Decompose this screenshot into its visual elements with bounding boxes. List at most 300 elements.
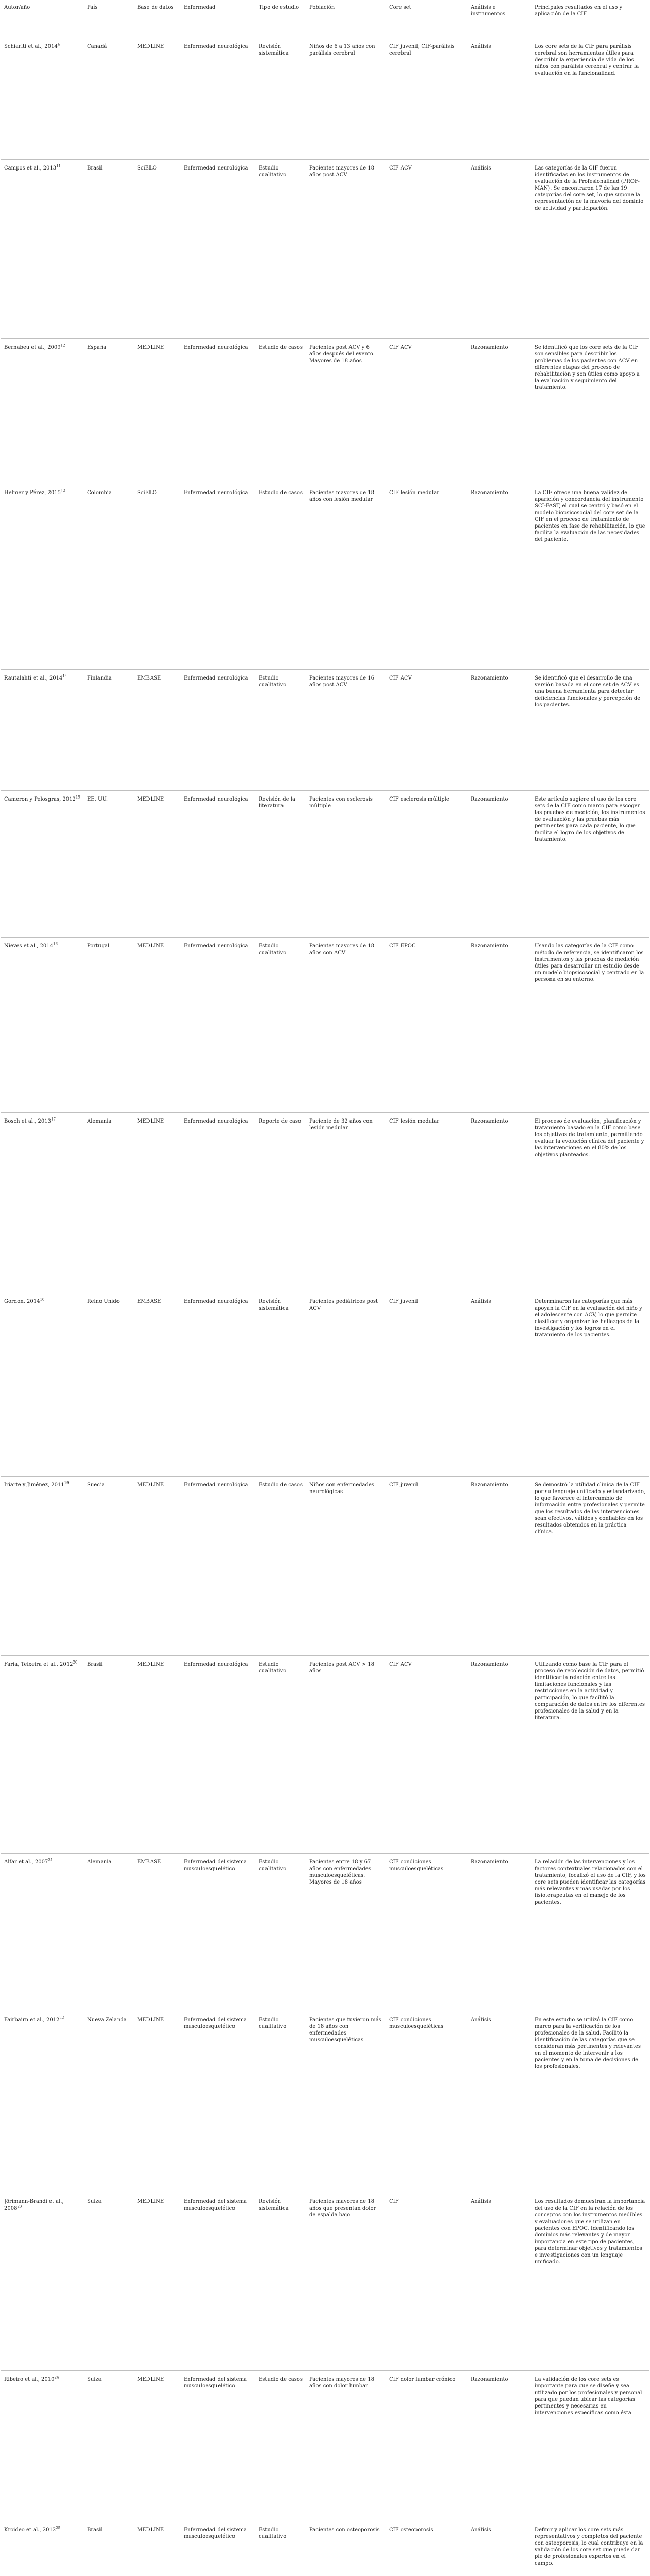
- coreset-text: CIF juvenil; CIF-parálisis cerebral: [389, 44, 455, 56]
- reference-number: 21: [48, 1858, 53, 1862]
- cell-study: [256, 2521, 306, 2576]
- cell-population: [306, 484, 386, 669]
- study-text: Estudio de casos: [259, 1482, 303, 1488]
- results-text: Utilizando como base la CIF para el proceso de recolección de datos, permitió identificar la relación entre las limitaciones funcionales y las restricciones en la actividad y participación, lo que facilitó la comparación de datos entre los diferentes profesionales de la salud y en la literatura.: [535, 1662, 645, 1721]
- study-text: Estudio cualitativo: [259, 675, 287, 688]
- cell-disease: [180, 2371, 256, 2521]
- study-text: Estudio de casos: [259, 490, 303, 496]
- analysis-text: Razonamiento: [471, 490, 508, 496]
- author-text: Fairbairn et al., 2012: [4, 2017, 60, 2023]
- analysis-text: Razonamiento: [471, 796, 508, 802]
- cell-disease: [180, 38, 256, 159]
- author-text: Kroideo et al., 2012: [4, 2527, 56, 2533]
- cell-study: [256, 2011, 306, 2193]
- cell-population: [306, 2193, 386, 2370]
- db-text: MEDLINE: [137, 1482, 164, 1488]
- cell-country: [84, 1113, 134, 1293]
- cell-analysis: [468, 1656, 531, 1853]
- header-study-type: Tipo de estudio: [259, 5, 299, 10]
- cell-disease: [180, 2521, 256, 2576]
- country-text: Colombia: [87, 490, 112, 496]
- country-text: Canadá: [87, 44, 107, 49]
- study-text: Revisión sistemática: [259, 2199, 289, 2211]
- cell-db: [134, 160, 180, 338]
- author-text: Helmer y Pérez, 2015: [4, 490, 61, 496]
- cell-analysis: [468, 1113, 531, 1293]
- db-text: MEDLINE: [137, 2017, 164, 2023]
- cell-author: [1, 38, 84, 159]
- author-text: Bosch et al., 2013: [4, 1118, 51, 1124]
- cell-db: [134, 2193, 180, 2370]
- disease-text: Enfermedad neurológica: [184, 345, 248, 350]
- cell-author: [1, 670, 84, 790]
- cell-coreset: [386, 2371, 468, 2521]
- country-text: España: [87, 345, 107, 350]
- cell-country: [84, 2011, 134, 2193]
- cell-country: [84, 1656, 134, 1853]
- cell-coreset: [386, 1293, 468, 1476]
- cell-study: [256, 791, 306, 937]
- analysis-text: Análisis: [471, 44, 491, 49]
- country-text: EE. UU.: [87, 796, 108, 802]
- cell-results: [531, 670, 649, 790]
- study-text: Estudio de casos: [259, 2377, 303, 2382]
- country-text: Brasil: [87, 165, 103, 171]
- reference-number: 18: [40, 1297, 45, 1302]
- cell-country: [84, 2371, 134, 2521]
- cell-db: [134, 938, 180, 1112]
- disease-text: Enfermedad neurológica: [184, 943, 248, 949]
- cell-results: [531, 1656, 649, 1853]
- analysis-text: Razonamiento: [471, 2377, 508, 2382]
- cell-disease: [180, 2193, 256, 2370]
- cell-results: [531, 791, 649, 937]
- cell-coreset: [386, 1477, 468, 1655]
- coreset-text: CIF condiciones musculoesqueléticas: [389, 2017, 444, 2029]
- author-text: Rautalahti et al., 2014: [4, 675, 63, 681]
- author-text: Bernabeu et al., 2009: [4, 345, 61, 350]
- cell-coreset: [386, 938, 468, 1112]
- cell-coreset: [386, 1113, 468, 1293]
- author-text: Gordon, 2014: [4, 1299, 40, 1304]
- cell-population: [306, 160, 386, 338]
- cell-population: [306, 1656, 386, 1853]
- cell-author: [1, 339, 84, 484]
- analysis-text: Razonamiento: [471, 943, 508, 949]
- author-text: Nieves et al., 2014: [4, 943, 54, 949]
- db-text: MEDLINE: [137, 2199, 164, 2205]
- table-row: [1, 1656, 649, 1854]
- population-text: Pacientes mayores de 18 años con ACV: [309, 943, 374, 956]
- cell-author: [1, 791, 84, 937]
- cell-coreset: [386, 2521, 468, 2576]
- analysis-text: Razonamiento: [471, 1118, 508, 1124]
- coreset-text: CIF EPOC: [389, 943, 416, 949]
- cell-disease: [180, 2011, 256, 2193]
- author-text: Faria, Teixeira et al., 2012: [4, 1662, 73, 1667]
- disease-text: Enfermedad neurológica: [184, 490, 248, 496]
- cell-coreset: [386, 670, 468, 790]
- study-text: Estudio cualitativo: [259, 2527, 287, 2539]
- reference-number: 17: [51, 1117, 56, 1122]
- country-text: Brasil: [87, 1662, 103, 1667]
- results-text: El proceso de evaluación, planificación y tratamiento basado en la CIF como base los objetivos de tratamiento, permitiendo evaluar la evolución clínica del paciente y las intervenciones en el 80% de los objetivos planteados.: [535, 1118, 644, 1158]
- population-text: Pacientes mayores de 18 años con dolor lumbar: [309, 2377, 374, 2389]
- cell-db: [134, 484, 180, 669]
- study-text: Revisión de la literatura: [259, 796, 295, 809]
- cell-country: [84, 339, 134, 484]
- cell-results: [531, 1477, 649, 1655]
- analysis-text: Análisis: [471, 2199, 491, 2205]
- cell-author: [1, 2193, 84, 2370]
- header-analysis: Análisis e instrumentos: [471, 5, 506, 17]
- cell-population: [306, 339, 386, 484]
- population-text: Niños de 6 a 13 años con parálisis cerebral: [309, 44, 375, 56]
- cell-analysis: [468, 670, 531, 790]
- reference-number: 15: [75, 795, 80, 800]
- disease-text: Enfermedad neurológica: [184, 675, 248, 681]
- country-text: Nueva Zelanda: [87, 2017, 127, 2023]
- reference-number: 13: [61, 488, 65, 493]
- results-text: La CIF ofrece una buena validez de aparición y concordancia del instrumento SCI-FAST, el cual se centró y basó en el modelo biopsicosocial del core set de la CIF en el proceso de tratamiento de pacientes en fase de rehabilitación, lo que facilita la evaluación de las necesidades del paciente.: [535, 490, 645, 543]
- analysis-text: Razonamiento: [471, 1662, 508, 1667]
- cell-coreset: [386, 791, 468, 937]
- cell-country: [84, 1477, 134, 1655]
- cell-disease: [180, 791, 256, 937]
- table-row: [1, 1854, 649, 2011]
- cell-analysis: [468, 1854, 531, 2011]
- db-text: MEDLINE: [137, 1118, 164, 1124]
- cell-analysis: [468, 1293, 531, 1476]
- cell-population: [306, 2371, 386, 2521]
- cell-results: [531, 938, 649, 1112]
- cell-analysis: [468, 2193, 531, 2370]
- cell-country: [84, 2193, 134, 2370]
- reference-number: 14: [62, 674, 68, 679]
- cell-study: [256, 160, 306, 338]
- country-text: Finlandia: [87, 675, 112, 681]
- study-text: Estudio cualitativo: [259, 943, 287, 956]
- cell-population: [306, 38, 386, 159]
- author-text: Campos et al., 2013: [4, 165, 57, 171]
- cell-db: [134, 670, 180, 790]
- db-text: EMBASE: [137, 1299, 161, 1304]
- cell-coreset: [386, 484, 468, 669]
- analysis-text: Análisis: [471, 1299, 491, 1304]
- results-text: Determinaron las categorías que más apoyan la CIF en la evaluación del niño y el adolescente con ACV, lo que permite clasificar y organizar los hallazgos de la investigación y los logros en el tratamiento de los pacientes.: [535, 1299, 642, 1338]
- table-row: [1, 2193, 649, 2371]
- disease-text: Enfermedad neurológica: [184, 165, 248, 171]
- cell-study: [256, 2371, 306, 2521]
- cell-results: [531, 38, 649, 159]
- table-row: [1, 339, 649, 484]
- results-text: Se demostró la utilidad clínica de la CIF por su lenguaje unificado y estandarizado, lo que favorece el intercambio de información entre profesionales y permite que los resultados de las intervenciones sean efectivos, válidos y confiables en los resultados obtenidos en la práctica clínica.: [535, 1482, 646, 1535]
- db-text: EMBASE: [137, 1859, 161, 1865]
- cell-population: [306, 2521, 386, 2576]
- cell-results: [531, 2371, 649, 2521]
- population-text: Pacientes post ACV > 18 años: [309, 1662, 374, 1674]
- cell-coreset: [386, 1656, 468, 1853]
- cell-population: [306, 1477, 386, 1655]
- db-text: MEDLINE: [137, 943, 164, 949]
- cell-db: [134, 339, 180, 484]
- population-text: Pacientes mayores de 18 años post ACV: [309, 165, 374, 178]
- cell-population: [306, 1293, 386, 1476]
- country-text: Suiza: [87, 2199, 102, 2205]
- country-text: Portugal: [87, 943, 110, 949]
- cell-author: [1, 2371, 84, 2521]
- population-text: Paciente de 32 años con lesión medular: [309, 1118, 373, 1131]
- cell-author: [1, 1113, 84, 1293]
- cell-country: [84, 670, 134, 790]
- results-text: Los core sets de la CIF para parálisis cerebral son herramientas útiles para describir la experiencia de vida de los niños con parálisis cerebral y centrar la evaluación en la funcionalidad.: [535, 44, 639, 76]
- disease-text: Enfermedad del sistema musculoesquelético: [184, 1859, 247, 1872]
- cell-author: [1, 1854, 84, 2011]
- country-text: Reino Unido: [87, 1299, 120, 1304]
- cell-author: [1, 2521, 84, 2576]
- study-text: Estudio cualitativo: [259, 2017, 287, 2029]
- population-text: Pacientes entre 18 y 67 años con enfermedades musculoesqueléticas. Mayores de 18 años: [309, 1859, 371, 1885]
- table-row: [1, 2371, 649, 2521]
- analysis-text: Razonamiento: [471, 1859, 508, 1865]
- population-text: Pacientes mayores de 16 años post ACV: [309, 675, 374, 688]
- cell-coreset: [386, 2011, 468, 2193]
- cell-country: [84, 1293, 134, 1476]
- table-row: [1, 1113, 649, 1293]
- reference-number: 4: [57, 42, 60, 47]
- study-text: Revisión sistemática: [259, 44, 289, 56]
- cell-population: [306, 2011, 386, 2193]
- cell-results: [531, 2011, 649, 2193]
- reference-number: 20: [73, 1660, 78, 1665]
- study-text: Estudio de casos: [259, 345, 303, 350]
- db-text: MEDLINE: [137, 1662, 164, 1667]
- cell-analysis: [468, 38, 531, 159]
- cell-disease: [180, 160, 256, 338]
- disease-text: Enfermedad neurológica: [184, 796, 248, 802]
- table-body: [1, 38, 649, 2576]
- cell-disease: [180, 670, 256, 790]
- cell-author: [1, 1293, 84, 1476]
- country-text: Suecia: [87, 1482, 105, 1488]
- study-text: Revisión sistemática: [259, 1299, 289, 1311]
- disease-text: Enfermedad del sistema musculoesquelético: [184, 2017, 247, 2029]
- table-row: [1, 2011, 649, 2193]
- analysis-text: Análisis: [471, 165, 491, 171]
- cell-analysis: [468, 2371, 531, 2521]
- reference-number: 25: [56, 2526, 61, 2530]
- coreset-text: CIF condiciones musculoesqueléticas: [389, 1859, 444, 1872]
- cell-population: [306, 1854, 386, 2011]
- cell-disease: [180, 1293, 256, 1476]
- coreset-text: CIF ACV: [389, 1662, 412, 1667]
- results-text: Las categorías de la CIF fueron identificadas en los instrumentos de evaluación de la Profesionalidad (PROF-MAN). Se encontraron 17 de las 19 categorías del core set, lo que supone la representación de la mayoría del dominio de actividad y participación.: [535, 165, 644, 211]
- country-text: Brasil: [87, 2527, 103, 2533]
- header-country: País: [87, 5, 98, 10]
- coreset-text: CIF ACV: [389, 345, 412, 350]
- reference-number: 22: [59, 2015, 64, 2020]
- analysis-text: Razonamiento: [471, 675, 508, 681]
- cell-results: [531, 1113, 649, 1293]
- cell-coreset: [386, 160, 468, 338]
- disease-text: Enfermedad del sistema musculoesquelético: [184, 2199, 247, 2211]
- coreset-text: CIF osteoporosis: [389, 2527, 434, 2533]
- table-row: [1, 938, 649, 1113]
- cell-author: [1, 2011, 84, 2193]
- cell-disease: [180, 1854, 256, 2011]
- coreset-text: CIF juvenil: [389, 1299, 418, 1304]
- header-disease: Enfermedad: [184, 5, 216, 10]
- disease-text: Enfermedad neurológica: [184, 44, 248, 49]
- population-text: Pacientes mayores de 18 años con lesión medular: [309, 490, 374, 502]
- cell-analysis: [468, 339, 531, 484]
- db-text: MEDLINE: [137, 345, 164, 350]
- cell-disease: [180, 484, 256, 669]
- disease-text: Enfermedad neurológica: [184, 1118, 248, 1124]
- reference-number: 11: [56, 164, 61, 168]
- cell-author: [1, 160, 84, 338]
- population-text: Pacientes mayores de 18 años que presentan dolor de espalda bajo: [309, 2199, 376, 2218]
- disease-text: Enfermedad neurológica: [184, 1482, 248, 1488]
- coreset-text: CIF dolor lumbar crónico: [389, 2377, 456, 2382]
- table-row: [1, 160, 649, 339]
- cell-db: [134, 38, 180, 159]
- results-text: Definir y aplicar los core sets más representativos y completos del paciente con osteoporosis, lo cual contribuye en la validación de los core set que puede dar pie de profesionales expertos en el campo.: [535, 2527, 643, 2566]
- coreset-text: CIF lesión medular: [389, 1118, 439, 1124]
- cell-disease: [180, 339, 256, 484]
- disease-text: Enfermedad neurológica: [184, 1662, 248, 1667]
- reference-number: 24: [54, 2375, 59, 2380]
- table-row: [1, 791, 649, 938]
- cell-analysis: [468, 2011, 531, 2193]
- population-text: Niños con enfermedades neurológicas: [309, 1482, 374, 1495]
- results-text: Los resultados demuestran la importancia del uso de la CIF en la relación de los conceptos con los instrumentos medibles y evaluaciones que se utilizan en pacientes con EPOC. Identificando los dominios más relevantes y de mayor importancia en este tipo de pacientes, para determinar objetivos y tratamientos e investigaciones con un lenguaje unificado.: [535, 2199, 645, 2265]
- cell-coreset: [386, 2193, 468, 2370]
- header-results: Principales resultados en el uso y aplicación de la CIF: [535, 5, 623, 17]
- cell-db: [134, 2011, 180, 2193]
- cell-country: [84, 38, 134, 159]
- disease-text: Enfermedad del sistema musculoesquelético: [184, 2527, 247, 2539]
- cell-study: [256, 1656, 306, 1853]
- cell-study: [256, 38, 306, 159]
- cell-disease: [180, 1656, 256, 1853]
- table-row: [1, 484, 649, 670]
- header-population: Población: [309, 5, 335, 10]
- cell-author: [1, 1656, 84, 1853]
- table-row: [1, 1293, 649, 1477]
- results-text: La validación de los core sets es importante para que se diseñe y sea utilizado por los profesionales y personal para que puedan ubicar las categorías pertinentes y necesarias en intervenciones específicas como ésta.: [535, 2377, 642, 2416]
- db-text: MEDLINE: [137, 2377, 164, 2382]
- cell-country: [84, 1854, 134, 2011]
- coreset-text: CIF: [389, 2199, 399, 2205]
- cell-disease: [180, 1113, 256, 1293]
- cell-analysis: [468, 2521, 531, 2576]
- coreset-text: CIF ACV: [389, 165, 412, 171]
- author-text: Cameron y Pelosgras, 2012: [4, 796, 76, 802]
- study-text: Estudio cualitativo: [259, 1859, 287, 1872]
- cell-study: [256, 484, 306, 669]
- results-text: La relación de las intervenciones y los factores contextuales relacionados con el tratamiento, focalizó el uso de la CIF, y los core sets pueden identificar las categorías más relevantes y más usadas por los fisioterapeutas en el manejo de los pacientes.: [535, 1859, 646, 1905]
- cell-country: [84, 938, 134, 1112]
- table-row: [1, 1477, 649, 1656]
- cell-db: [134, 1293, 180, 1476]
- cell-study: [256, 1477, 306, 1655]
- cell-study: [256, 2193, 306, 2370]
- reference-number: 23: [17, 2204, 22, 2209]
- table-row: [1, 2521, 649, 2576]
- cell-population: [306, 670, 386, 790]
- header-database: Base de datos: [137, 5, 174, 10]
- cell-analysis: [468, 484, 531, 669]
- results-text: Usando las categorías de la CIF como método de referencia, se identificaron los instrumentos y las pruebas de medición útiles para desarrollar un estudio desde un modelo biopsicosocial y centrado en la persona en su entorno.: [535, 943, 644, 982]
- cell-results: [531, 484, 649, 669]
- cell-country: [84, 791, 134, 937]
- study-text: Reporte de caso: [259, 1118, 301, 1124]
- cell-study: [256, 1293, 306, 1476]
- cell-author: [1, 484, 84, 669]
- coreset-text: CIF esclerosis múltiple: [389, 796, 449, 802]
- cell-coreset: [386, 339, 468, 484]
- population-text: Pacientes que tuvieron más de 18 años con enfermedades musculoesqueléticas: [309, 2017, 381, 2043]
- disease-text: Enfermedad neurológica: [184, 1299, 248, 1304]
- header-core-set: Core set: [389, 5, 411, 10]
- analysis-text: Razonamiento: [471, 1482, 508, 1488]
- population-text: Pacientes pediátricos post ACV: [309, 1299, 378, 1311]
- db-text: MEDLINE: [137, 44, 164, 49]
- table-row: [1, 38, 649, 160]
- population-text: Pacientes post ACV y 6 años después del evento. Mayores de 18 años: [309, 345, 375, 364]
- cell-study: [256, 1854, 306, 2011]
- country-text: Suiza: [87, 2377, 102, 2382]
- cell-disease: [180, 938, 256, 1112]
- results-text: Se identificó que el desarrollo de una versión basada en el core set de ACV es una buena herramienta para detectar deficiencias funcionales y percepción de los pacientes.: [535, 675, 641, 708]
- cell-db: [134, 791, 180, 937]
- cell-db: [134, 2371, 180, 2521]
- cell-analysis: [468, 1477, 531, 1655]
- cell-author: [1, 938, 84, 1112]
- cell-results: [531, 1854, 649, 2011]
- cell-country: [84, 160, 134, 338]
- cell-population: [306, 1113, 386, 1293]
- cell-results: [531, 2521, 649, 2576]
- cell-population: [306, 938, 386, 1112]
- cell-study: [256, 938, 306, 1112]
- results-text: En este estudio se utilizó la CIF como marco para la verificación de los profesionales de la salud. Facilitó la identificación de las categorías que se consideran más pertinentes y relevantes en el momento de intervenir a los pacientes y en la toma de decisiones de los profesionales.: [535, 2017, 641, 2070]
- coreset-text: CIF lesión medular: [389, 490, 439, 496]
- country-text: Alemania: [87, 1859, 112, 1865]
- cell-db: [134, 2521, 180, 2576]
- coreset-text: CIF juvenil: [389, 1482, 418, 1488]
- author-text: Schiariti et al., 2014: [4, 44, 58, 49]
- header-author: Autor/año: [4, 5, 30, 10]
- cell-results: [531, 339, 649, 484]
- study-text: Estudio cualitativo: [259, 165, 287, 178]
- cell-analysis: [468, 938, 531, 1112]
- cell-db: [134, 1656, 180, 1853]
- cell-coreset: [386, 1854, 468, 2011]
- cell-coreset: [386, 38, 468, 159]
- analysis-text: Análisis: [471, 2527, 491, 2533]
- cell-population: [306, 791, 386, 937]
- population-text: Pacientes con osteoporosis: [309, 2527, 380, 2533]
- reference-number: 16: [53, 942, 58, 946]
- cell-study: [256, 670, 306, 790]
- db-text: SciELO: [137, 165, 157, 171]
- author-text: Alfar et al., 2007: [4, 1859, 48, 1865]
- cell-results: [531, 160, 649, 338]
- results-text: Se identificó que los core sets de la CIF son sensibles para describir los problemas de los pacientes con ACV en diferentes etapas del proceso de rehabilitación y son útiles como apoyo a la evaluación y seguimiento del tratamiento.: [535, 345, 640, 391]
- db-text: MEDLINE: [137, 2527, 164, 2533]
